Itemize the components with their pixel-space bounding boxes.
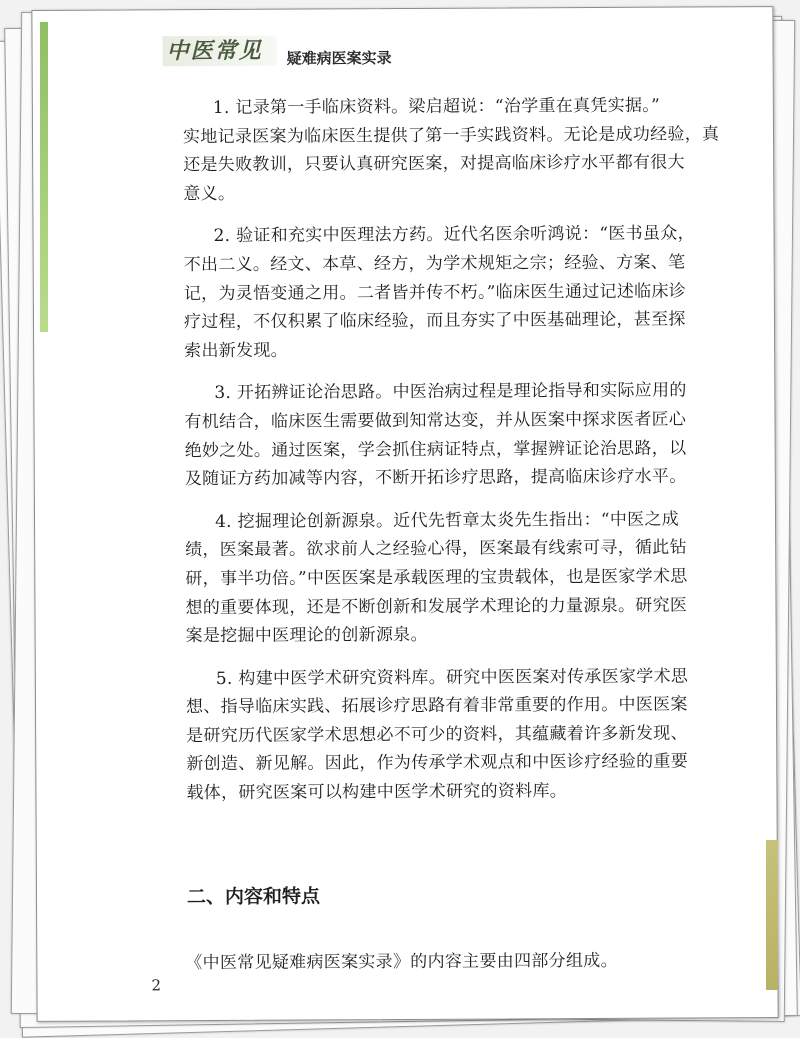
- paragraph-line: 想、指导临床实践、拓展诊疗思路有着非常重要的作用。中医医案: [185, 694, 688, 718]
- paragraph-5: [186, 662, 747, 808]
- paragraph-line: 有机结合，临床医生需要做到知常达变，并从医案中探求医者匠心: [184, 409, 687, 433]
- paragraph-line: 载体，研究医案可以构建中医学术研究的资料库。: [186, 781, 568, 804]
- paragraph-line: 及随证方药加减等内容，不断开拓诊疗思路，提高临床诊疗水平。: [184, 466, 687, 490]
- paragraph-line: 疗过程，不仅积累了临床经验，而且夯实了中医基础理论，甚至探: [183, 309, 686, 333]
- paragraph-line: 4. 挖掘理论创新源泉。近代先哲章太炎先生指出：“中医之成: [214, 509, 680, 532]
- body-text: [183, 91, 747, 822]
- paragraph-4: [185, 505, 746, 651]
- paragraph-1: [183, 91, 744, 208]
- paragraph-line: 实地记录医案为临床医生提供了第一手实践资料。无论是成功经验，真: [182, 123, 720, 147]
- paragraph-line: 5. 构建中医学术研究资料库。研究中医医案对传承医家学术思: [215, 666, 689, 689]
- paragraph-line: 记，为灵悟变通之用。二者皆并传不朽。”临床医生通过记述临床诊: [183, 281, 687, 304]
- intro-line: 《中医常见疑难病医案实录》的内容主要由四部分组成。: [185, 950, 618, 974]
- book-page: [31, 6, 778, 1022]
- paragraph-line: 3. 开拓辨证论治思路。中医治病过程是理论指导和实际应用的: [214, 380, 687, 404]
- paragraph-line: 新创造、新见解。因此，作为传承学术观点和中医诊疗经验的重要: [186, 751, 689, 775]
- paragraph-line: 案是挖掘中医理论的创新源泉。: [185, 624, 428, 647]
- book-title: 疑难病医案实录: [286, 49, 392, 68]
- paragraph-3: [184, 377, 745, 494]
- paragraph-line: 不出二义。经文、本草、经方，为学术规矩之宗；经验、方案、笔: [183, 252, 686, 276]
- paragraph-line: 绝妙之处。通过医案，学会抓住病证特点，掌握辨证论治思路，以: [184, 438, 687, 461]
- paragraph-line: 2. 验证和充实中医理法方药。近代名医余听鸿说：“医书虽众，: [213, 223, 695, 247]
- page-header: [162, 31, 762, 74]
- paragraph-line: 还是失败教训，只要认真研究医案，对提高临床诊疗水平都有很大: [183, 152, 685, 176]
- paragraph-line: 是研究历代医家学术思想必不可少的资料，其蕴藏着许多新发现、: [186, 723, 688, 747]
- paragraph-line: 研，事半功倍。”中医医案是承载医理的宝贵载体，也是医家学术思: [185, 566, 688, 590]
- paragraph-line: 1. 记录第一手临床资料。梁启超说：“治学重在真凭实据。”: [212, 95, 661, 119]
- series-logo: 中医常见: [162, 36, 276, 67]
- paragraph-line: 意义。: [183, 183, 236, 204]
- section-heading: 二、内容和特点: [186, 885, 321, 909]
- paragraph-line: 想的重要体现，还是不断创新和发展学术理论的力量源泉。研究医: [185, 595, 688, 618]
- paragraph-2: [183, 220, 744, 366]
- page-number: 2: [151, 976, 162, 995]
- cover-edge-strip: [40, 22, 48, 332]
- paragraph-line: 绩，医案最著。欲求前人之经验心得，医案最有线索可寻，循此钻: [185, 537, 687, 561]
- paragraph-line: 索出新发现。: [184, 340, 289, 361]
- right-edge-strip: [766, 840, 778, 990]
